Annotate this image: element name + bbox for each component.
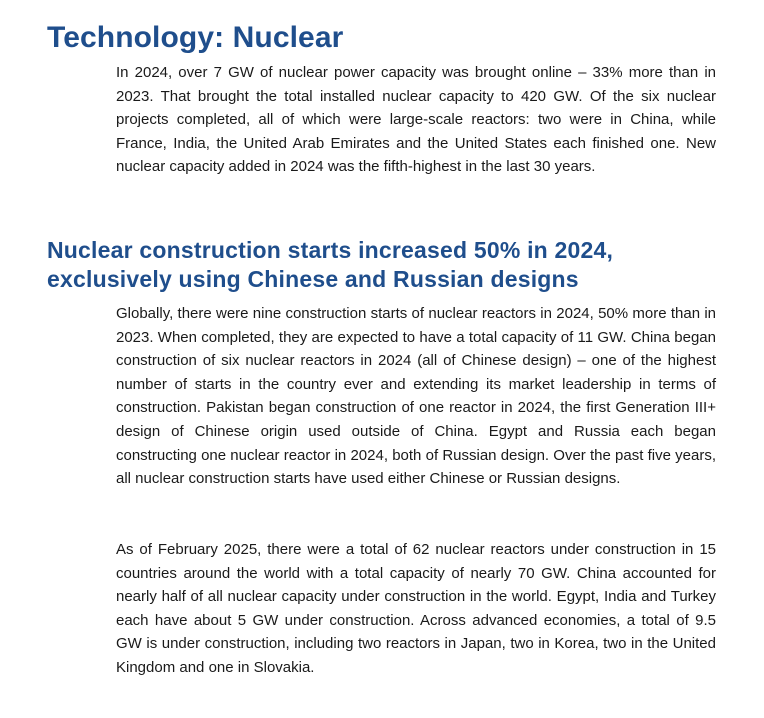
intro-paragraph: In 2024, over 7 GW of nuclear power capacity was brought online – 33% more than in 2023. That brought the total installed nuclear capacity to 420 GW. Of the six nuclear projects completed, all of which were large-scale reactors: two were in China, while France, India, the United Arab Emirates and the United States each finished one. New nuclear capacity added in 2024 was the fifth-highest in the last 30 years. (116, 64, 716, 176)
body-paragraph-under-construction: As of February 2025, there were a total of 62 nuclear reactors under construction in 15 countries around the world with a total capacity of nearly 70 GW. China accounted for nearly half of all nuclear capacity under construction in the world. Egypt, India and Turkey each have about 5 GW under construction. Across advanced economies, a total of 9.5 GW is under construction, including two reactors in Japan, two in Korea, two in the United Kingdom and one in Slovakia. (116, 541, 716, 676)
section-title: Technology: Nuclear (47, 21, 344, 54)
body-paragraph-construction-starts: Globally, there were nine construction starts of nuclear reactors in 2024, 50% more than in 2023. When completed, they are expected to have a total capacity of 11 GW. China began construction of six nuclear reactors in 2024 (all of Chinese design) – one of the highest number of starts in the country ever and extending its market leadership in terms of construction. Pakistan began construction of one reactor in 2024, the first Generation III+ design of Chinese origin used outside of China. Egypt and Russia each began constructing one nuclear reactor in 2024, both of Russian design. Over the past five years, all nuclear construction starts have used either Chinese or Russian designs. (116, 305, 716, 488)
subsection-title: Nuclear construction starts increased 50% in 2024, exclusively using Chinese and Russian designs (47, 237, 614, 292)
